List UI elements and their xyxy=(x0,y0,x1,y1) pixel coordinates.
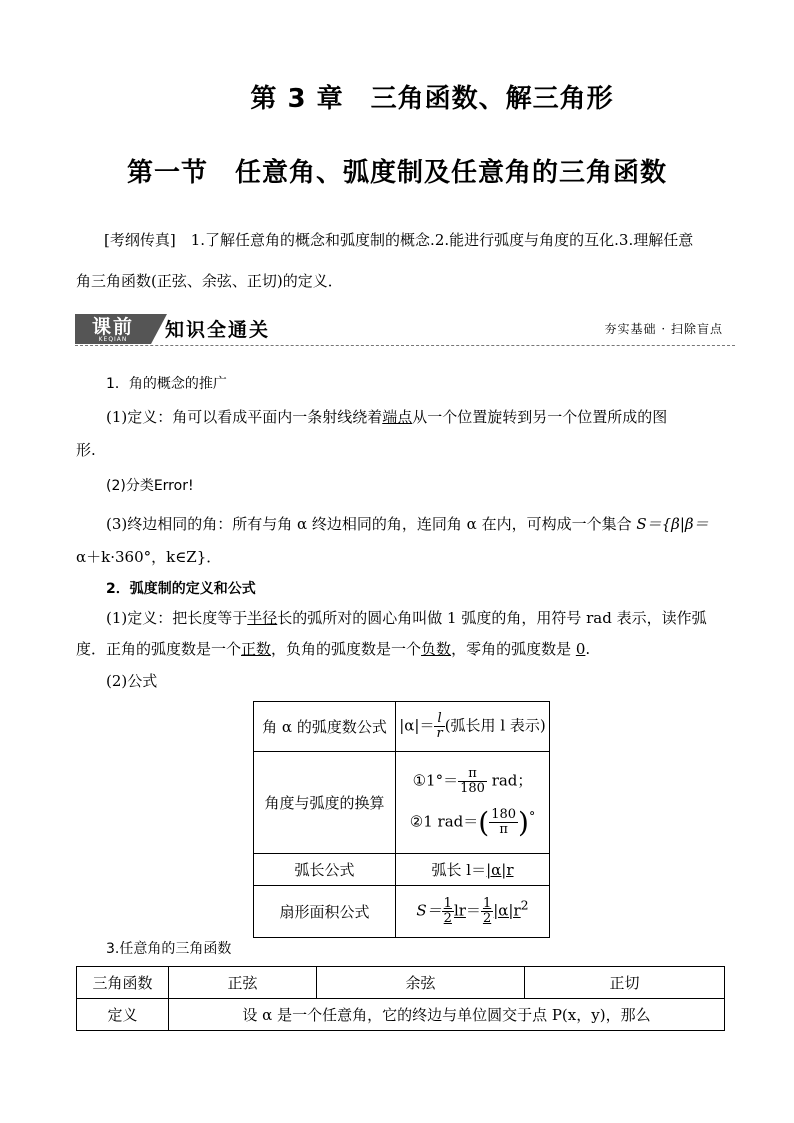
formula-row-arc-value: 弧长 l＝|α|r xyxy=(396,854,550,886)
trig-header-sin: 正弦 xyxy=(169,967,317,999)
formula-row-sector-value: S＝ $\frac{1}{2}$ lr＝ $\frac{1}{2}$ $|\alpha|r^2$ xyxy=(396,886,550,938)
s2-definition-end: 度．正角的弧度数是一个正数，负角的弧度数是一个负数，零角的弧度数是 0. xyxy=(76,640,591,658)
s2-formula-label: (2)公式 xyxy=(106,672,158,690)
formula-row-convert-label: 角度与弧度的换算 xyxy=(254,752,396,854)
banner-slogan: 夯实基础 · 扫除盲点 xyxy=(604,322,723,336)
s1-definition: (1)定义：角可以看成平面内一条射线绕着端点从一个位置旋转到另一个位置所成的图 xyxy=(106,408,668,426)
banner-divider xyxy=(75,345,735,346)
s1-heading: 1．角的概念的推广 xyxy=(106,376,227,392)
s1-definition-end: 形. xyxy=(76,441,96,459)
formula-row-radian-value: |α|＝ $\frac{l}{r}$ (弧长用 l 表示) xyxy=(396,702,550,752)
banner-tag-sub: KEQIAN xyxy=(98,336,128,343)
s1-coterminal: (3)终边相同的角：所有与角 α 终边相同的角，连同角 α 在内，可构成一个集合 S＝{β|β＝ xyxy=(106,515,709,533)
s1-classify: (2)分类Error! xyxy=(106,478,194,494)
formula-row-sector-label: 扇形面积公式 xyxy=(254,886,396,938)
trig-header-tan: 正切 xyxy=(525,967,725,999)
banner-tag: 课前 xyxy=(75,314,151,344)
s1-underline-endpoint: 端点 xyxy=(382,408,413,426)
syllabus-label: [考纲传真] xyxy=(104,231,176,249)
s1-coterminal-end: α＋k·360°，k∈Z}． xyxy=(76,548,222,566)
s2-definition: (1)定义：把长度等于半径长的弧所对的圆心角叫做 1 弧度的角，用符号 rad 表示，读作弧 xyxy=(106,609,707,627)
formula-table xyxy=(253,701,550,938)
banner-title: 知识全通关 xyxy=(165,319,271,341)
formula-row-arc-label: 弧长公式 xyxy=(254,854,396,886)
syllabus-line1: [考纲传真] 1.了解任意角的概念和弧度制的概念.2.能进行弧度与角度的互化.3.理解任意 xyxy=(104,231,694,249)
section-banner xyxy=(75,314,735,350)
trig-header-func: 三角函数 xyxy=(77,967,169,999)
s3-heading: 3.任意角的三角函数 xyxy=(106,941,232,957)
section-title: 第一节 任意角、弧度制及任意角的三角函数 xyxy=(126,158,667,188)
syllabus-line2: 角三角函数(正弦、余弦、正切)的定义． xyxy=(76,272,343,290)
trig-def-label: 定义 xyxy=(77,999,169,1031)
trig-header-cos: 余弦 xyxy=(317,967,525,999)
trig-def-text: 设 α 是一个任意角，它的终边与单位圆交于点 P(x，y)，那么 xyxy=(169,999,725,1031)
formula-row-radian-label: 角 α 的弧度数公式 xyxy=(254,702,396,752)
trig-table xyxy=(76,966,725,1031)
chapter-title: 第 3 章 三角函数、解三角形 xyxy=(250,84,614,114)
s2-heading: 2．弧度制的定义和公式 xyxy=(106,581,256,597)
formula-row-convert-value: ①1°＝ $\frac{\pi}{180}$ rad； ②1 rad＝( $\frac{180}{\pi}$ )° xyxy=(396,752,550,854)
